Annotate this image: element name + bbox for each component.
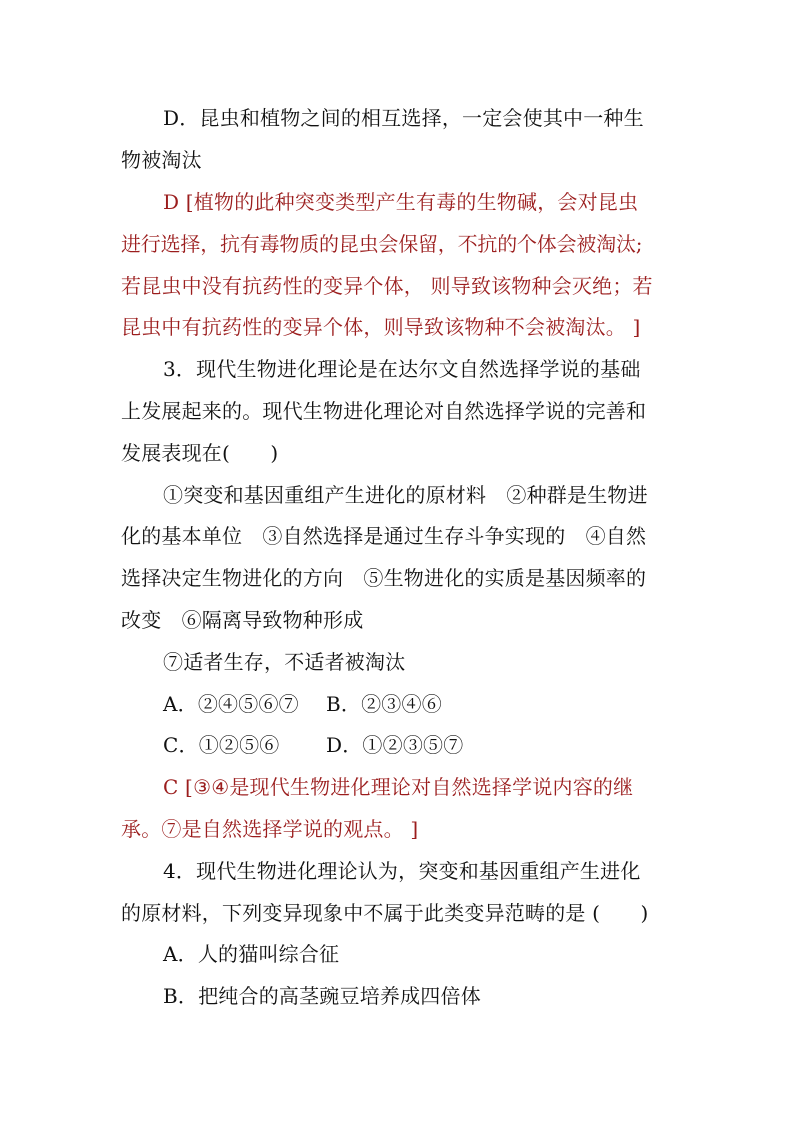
q3-answer-line1: C [③④是现代生物进化理论对自然选择学说内容的继: [163, 775, 634, 799]
q4-stem-line2: 的原材料，下列变异现象中不属于此类变异范畴的是 ( ): [121, 901, 649, 925]
q3-answer-line2: 承。⑦是自然选择学说的观点。 ]: [121, 817, 419, 841]
q3-items-line5: ⑦适者生存，不适者被淘汰: [163, 650, 406, 674]
q2-answer-line1: D [植物的此种突变类型产生有毒的生物碱，会对昆虫: [163, 190, 639, 214]
q4-option-b: B．把纯合的高茎豌豆培养成四倍体: [163, 984, 481, 1008]
q3-stem-line2: 上发展起来的。现代生物进化理论对自然选择学说的完善和: [121, 399, 647, 423]
q3-option-d: D．①②③⑤⑦: [326, 733, 464, 757]
q4-option-a: A．人的猫叫综合征: [163, 942, 340, 966]
q3-option-a: A．②④⑤⑥⑦: [163, 692, 299, 716]
q2-option-d-line1: D．昆虫和植物之间的相互选择，一定会使其中一种生: [163, 106, 644, 130]
q3-items-line4: 改变 ⑥隔离导致物种形成: [121, 608, 364, 632]
q3-items-line2: 化的基本单位 ③自然选择是通过生存斗争实现的 ④自然: [121, 524, 647, 548]
q3-option-c: C．①②⑤⑥: [163, 733, 280, 757]
q3-option-b: B．②③④⑥: [326, 692, 442, 716]
q2-option-d-line2: 物被淘汰: [121, 148, 202, 172]
q2-answer-line3: 若昆虫中没有抗药性的变异个体， 则导致该物种会灭绝；若: [121, 274, 653, 298]
q3-items-line3: 选择决定生物进化的方向 ⑤生物进化的实质是基因频率的: [121, 566, 647, 590]
q3-stem-line1: 3．现代生物进化理论是在达尔文自然选择学说的基础: [163, 357, 641, 381]
q2-answer-line2: 进行选择，抗有毒物质的昆虫会保留，不抗的个体会被淘汰;: [121, 232, 643, 256]
q2-answer-line4: 昆虫中有抗药性的变异个体，则导致该物种不会被淘汰。 ]: [121, 315, 641, 339]
q3-stem-line3: 发展表现在( ): [121, 441, 279, 465]
q4-stem-line1: 4．现代生物进化理论认为，突变和基因重组产生进化: [163, 859, 641, 883]
q3-items-line1: ①突变和基因重组产生进化的原材料 ②种群是生物进: [163, 483, 648, 507]
